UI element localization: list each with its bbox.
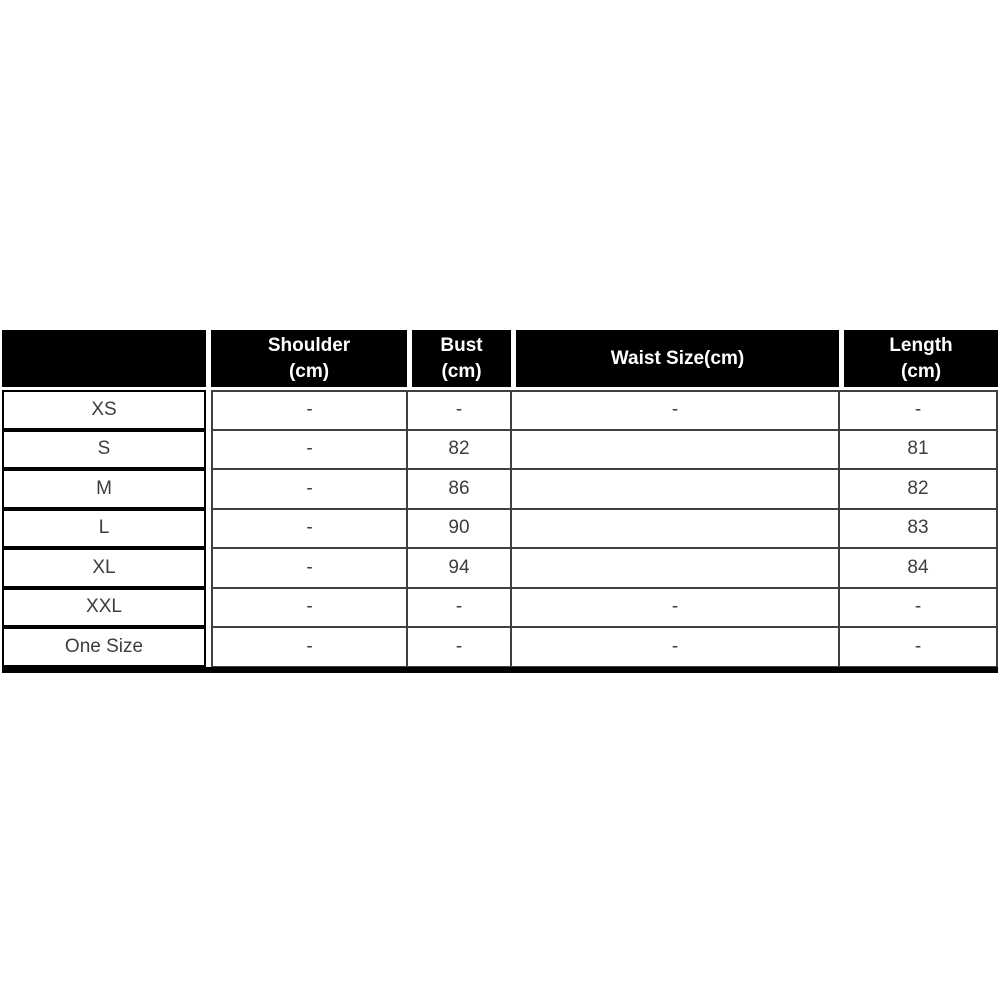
bust-value: -	[407, 627, 511, 667]
header-cell-waist	[511, 330, 839, 387]
header-label-line2: (cm)	[288, 360, 330, 382]
waist-value: -	[511, 390, 839, 430]
waist-value: -	[511, 627, 839, 667]
waist-value	[511, 469, 839, 509]
bust-value: 94	[407, 548, 511, 588]
size-cell: XS	[2, 390, 206, 430]
length-value: 84	[839, 548, 998, 588]
bust-value: 82	[407, 430, 511, 470]
shoulder-value: -	[211, 548, 407, 588]
header-cell-shoulder	[211, 330, 407, 387]
waist-value	[511, 430, 839, 470]
waist-value	[511, 548, 839, 588]
bust-value: -	[407, 390, 511, 430]
header-label-line1: Bust	[440, 334, 483, 356]
shoulder-value: -	[211, 469, 407, 509]
shoulder-value: -	[211, 430, 407, 470]
length-value: -	[839, 390, 998, 430]
table-bottom-border	[2, 667, 998, 673]
header-cell-length	[839, 330, 998, 387]
size-cell: XL	[2, 548, 206, 588]
size-cell: One Size	[2, 627, 206, 667]
header-label-line1: Shoulder	[267, 334, 351, 356]
length-value: -	[839, 627, 998, 667]
shoulder-value: -	[211, 509, 407, 549]
length-value: 83	[839, 509, 998, 549]
header-label-line1: Length	[889, 334, 953, 356]
waist-value	[511, 509, 839, 549]
header-cell-bust	[407, 330, 511, 387]
header-cell-size	[2, 330, 206, 387]
header-label-line1: Waist Size(cm)	[610, 347, 745, 369]
header-label-line2: (cm)	[900, 360, 942, 382]
size-chart-table	[2, 330, 998, 673]
length-value: -	[839, 588, 998, 628]
shoulder-value: -	[211, 390, 407, 430]
size-cell: M	[2, 469, 206, 509]
bust-value: -	[407, 588, 511, 628]
bust-value: 90	[407, 509, 511, 549]
length-value: 82	[839, 469, 998, 509]
waist-value: -	[511, 588, 839, 628]
length-value: 81	[839, 430, 998, 470]
header-label-line2: (cm)	[441, 360, 482, 382]
shoulder-value: -	[211, 627, 407, 667]
size-cell: S	[2, 430, 206, 470]
size-cell: L	[2, 509, 206, 549]
size-cell: XXL	[2, 588, 206, 628]
shoulder-value: -	[211, 588, 407, 628]
bust-value: 86	[407, 469, 511, 509]
